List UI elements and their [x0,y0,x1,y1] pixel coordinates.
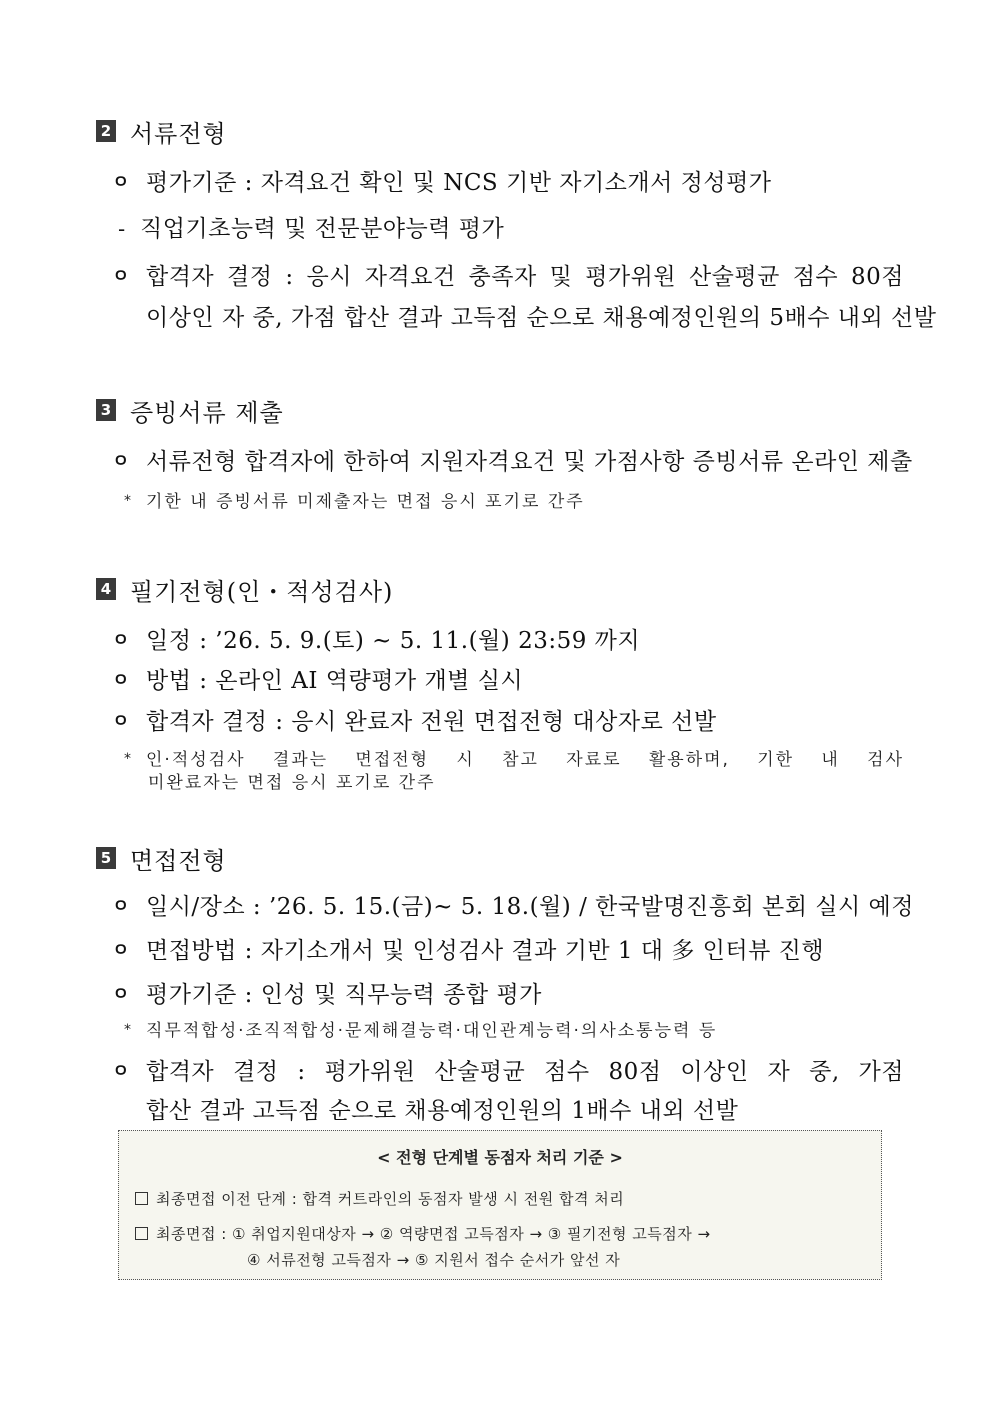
section-number-box: 5 [96,847,116,869]
list-item [118,210,504,243]
bullet-mark: ㅇ [112,266,130,287]
tie-break-rule-continuation: ④ 서류전형 고득점자 → ⑤ 지원서 접수 순서가 앞선 자 [247,1251,621,1269]
section-4-heading [96,574,393,604]
list-item [112,888,914,921]
note-text: 인·적성검사 결과는 면접전형 시 참고 자료로 활용하며, 기한 내 검사 [146,750,904,770]
section-number-box: 2 [96,120,116,142]
list-item [112,703,717,736]
dash-mark: - [118,217,126,241]
tie-break-rule [135,1223,711,1244]
item-text: 일시/장소 : ’26. 5. 15.(금)~ 5. 18.(월) / 한국발명진흥회 본회 실시 예정 [146,894,914,920]
bullet-mark: ㅇ [112,670,130,691]
tie-break-box [118,1130,882,1280]
item-text: 면접방법 : 자기소개서 및 인성검사 결과 기반 1 대 多 인터뷰 진행 [146,938,825,964]
list-item [112,622,640,655]
note-mark: * [124,493,133,509]
item-text: 방법 : 온라인 AI 역량평가 개별 실시 [146,668,524,694]
note-item [124,487,585,512]
section-title: 서류전형 [130,119,227,148]
list-item [112,164,772,197]
item-continuation: 이상인 자 중, 가점 합산 결과 고득점 순으로 채용예정인원의 5배수 내외 선발 [146,305,937,331]
note-mark: * [124,751,133,767]
bullet-mark: ㅇ [112,451,130,472]
bullet-mark: ㅇ [112,711,130,732]
list-item [112,932,824,965]
item-text: 일정 : ’26. 5. 9.(토) ~ 5. 11.(월) 23:59 까지 [146,628,641,654]
rule-text: 최종면접 : ① 취업지원대상자 → ② 역량면접 고득점자 → ③ 필기전형 고득점자 → [156,1225,711,1243]
rule-text: 최종면접 이전 단계 : 합격 커트라인의 동점자 발생 시 전원 합격 처리 [156,1190,625,1208]
item-text: 서류전형 합격자에 한하여 지원자격요건 및 가점사항 증빙서류 온라인 제출 [146,449,913,475]
section-2-heading [96,116,227,146]
section-5-heading [96,843,227,873]
section-title: 면접전형 [130,846,227,875]
list-item [112,258,904,291]
section-title: 필기전형(인・적성검사) [130,577,394,606]
section-number-box: 4 [96,578,116,600]
note-text: 기한 내 증빙서류 미제출자는 면접 응시 포기로 간주 [146,492,585,512]
tie-break-rule [135,1188,624,1209]
tie-break-title: < 전형 단계별 동점자 처리 기준 > [377,1148,623,1167]
bullet-mark: ㅇ [112,630,130,651]
list-item [112,443,913,476]
list-item [112,662,523,695]
bullet-mark: ㅇ [112,172,130,193]
note-item [124,745,904,770]
section-title: 증빙서류 제출 [130,398,284,427]
note-item [124,1016,717,1041]
item-text: 합격자 결정 : 응시 완료자 전원 면접전형 대상자로 선발 [146,709,717,735]
item-text: 합격자 결정 : 응시 자격요건 충족자 및 평가위원 산술평균 점수 80점 [146,264,904,290]
section-3-heading [96,395,284,425]
item-text: 평가기준 : 인성 및 직무능력 종합 평가 [146,982,542,1008]
list-item [112,1053,904,1086]
square-bullet-icon [135,1192,148,1205]
item-text: 평가기준 : 자격요건 확인 및 NCS 기반 자기소개서 정성평가 [146,170,772,196]
section-number-box: 3 [96,399,116,421]
bullet-mark: ㅇ [112,896,130,917]
bullet-mark: ㅇ [112,1061,130,1082]
square-bullet-icon [135,1227,148,1240]
bullet-mark: ㅇ [112,984,130,1005]
item-text: 직업기초능력 및 전문분야능력 평가 [140,216,505,242]
list-item [112,976,542,1009]
item-continuation: 합산 결과 고득점 순으로 채용예정인원의 1배수 내외 선발 [146,1098,739,1124]
note-text: 직무적합성·조직적합성·문제해결능력·대인관계능력·의사소통능력 등 [146,1021,718,1041]
note-continuation: 미완료자는 면접 응시 포기로 간주 [148,773,436,793]
item-text: 합격자 결정 : 평가위원 산술평균 점수 80점 이상인 자 중, 가점 [146,1059,904,1085]
note-mark: * [124,1022,133,1038]
bullet-mark: ㅇ [112,940,130,961]
